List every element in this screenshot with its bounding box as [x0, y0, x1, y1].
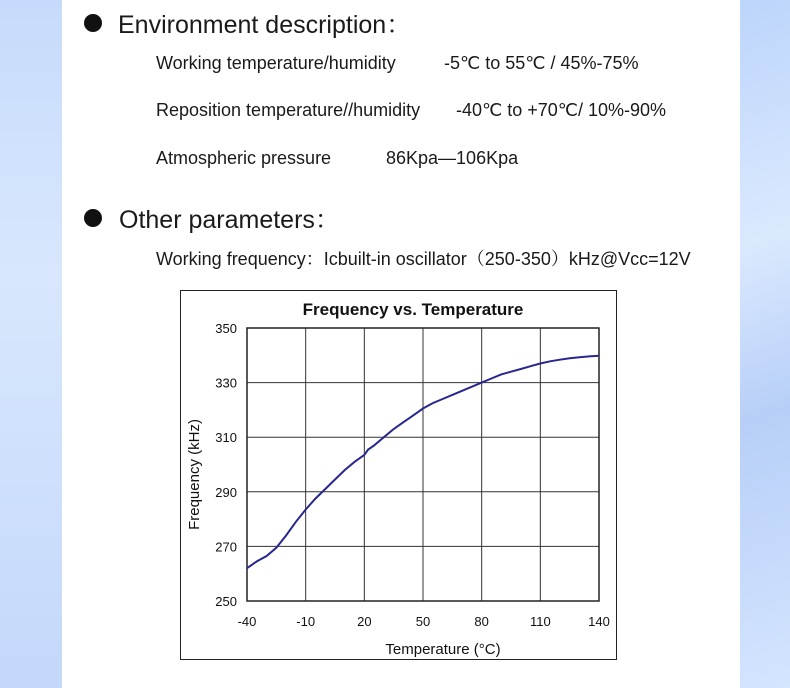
x-axis-label: Temperature (°C) [385, 641, 501, 658]
y-tick-label: 290 [215, 484, 237, 500]
x-tick-label: -10 [296, 614, 316, 629]
spec-label: Working temperature/humidity [156, 53, 396, 73]
other-title: Other parameters： [119, 206, 340, 234]
frequency-text: Working frequency：Icbuilt-in oscillator（250-350）kHz@Vcc=12V [156, 249, 691, 269]
spec-value: -5℃ to 55℃ / 45%-75% [444, 53, 639, 73]
x-tick-label: 110 [529, 614, 551, 629]
left-background-strip [0, 0, 62, 688]
y-tick-label: 330 [215, 375, 237, 391]
y-axis-label: Frequency (kHz) [186, 419, 203, 530]
spec-value: -40℃ to +70℃/ 10%-90% [456, 100, 667, 120]
y-tick-label: 250 [215, 594, 237, 609]
y-tick-label: 350 [215, 321, 237, 336]
chart-title: Frequency vs. Temperature [302, 300, 524, 319]
x-tick-label: 80 [474, 614, 489, 629]
chart-frame [180, 290, 617, 660]
bullet-icon [84, 14, 102, 32]
right-background-strip [740, 0, 790, 688]
y-tick-label: 270 [215, 539, 237, 555]
x-tick-label: -40 [237, 614, 257, 629]
other-section-heading [84, 200, 340, 236]
x-tick-label: 50 [415, 614, 431, 629]
y-tick-label: 310 [215, 430, 237, 446]
x-tick-label: 140 [588, 614, 610, 629]
spec-label: Atmospheric pressure [156, 148, 332, 168]
bullet-icon [84, 209, 102, 227]
x-tick-label: 20 [357, 614, 372, 629]
frequency-temperature-chart [181, 291, 618, 661]
environment-section-heading [84, 5, 411, 41]
spec-label: Reposition temperature//humidity [156, 100, 421, 120]
spec-value: 86Kpa—106Kpa [386, 148, 519, 168]
environment-title: Environment description： [118, 11, 412, 39]
